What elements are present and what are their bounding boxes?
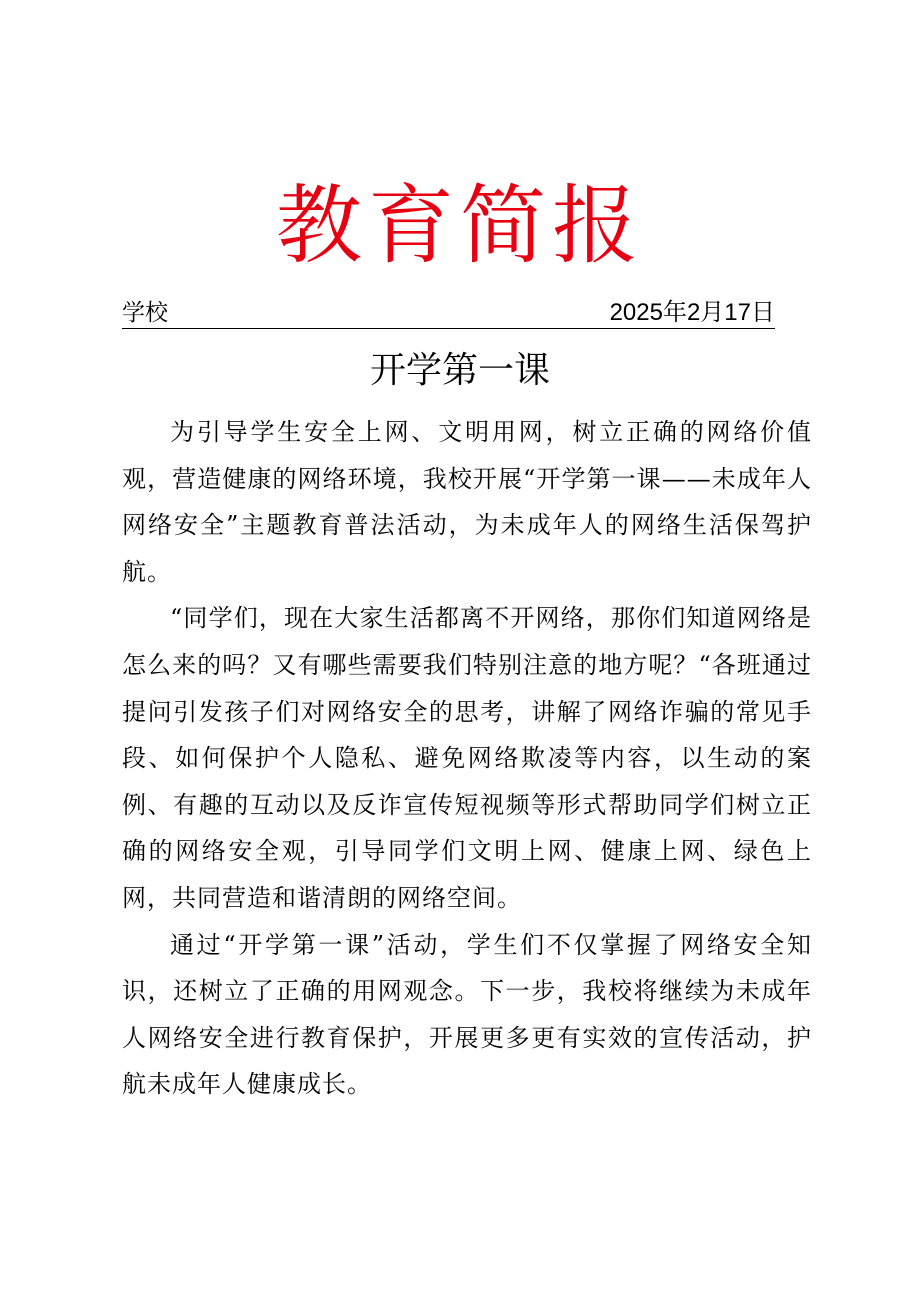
article-body — [122, 409, 812, 1108]
article-title: 开学第一课 — [369, 350, 550, 391]
issue-date: 2025年2月17日 — [609, 299, 775, 326]
paragraph-3: 通过“开学第一课”活动，学生们不仅掌握了网络安全知识，还树立了正确的用网观念。下一步，我校将继续为未成年人网络安全进行教育保护，开展更多更有实效的宣传活动，护航未成年人健康成长。 — [122, 930, 812, 1099]
masthead-title: 教育简报 — [276, 176, 644, 276]
paragraph-1: 为引导学生安全上网、文明用网，树立正确的网络价值观，营造健康的网络环境，我校开展“开学第一课——未成年人网络安全”主题教育普法活动，为未成年人的网络生活保驾护航。 — [122, 418, 812, 586]
school-label: 学校 — [122, 300, 168, 326]
paragraph-2: “同学们，现在大家生活都离不开网络，那你们知道网络是怎么来的吗？又有哪些需要我们特别注意的地方呢？“各班通过提问引发孩子们对网络安全的思考，讲解了网络诈骗的常见手段、如何保护个人隐私、避免网络欺凌等内容，以生动的案例、有趣的互动以及反诈宣传短视频等形式帮助同学们树立正确的网络安全观，引导同学们文明上网、健康上网、绿色上网，共同营造和谐清朗的网络空间。 — [122, 604, 812, 912]
info-row — [122, 298, 775, 329]
